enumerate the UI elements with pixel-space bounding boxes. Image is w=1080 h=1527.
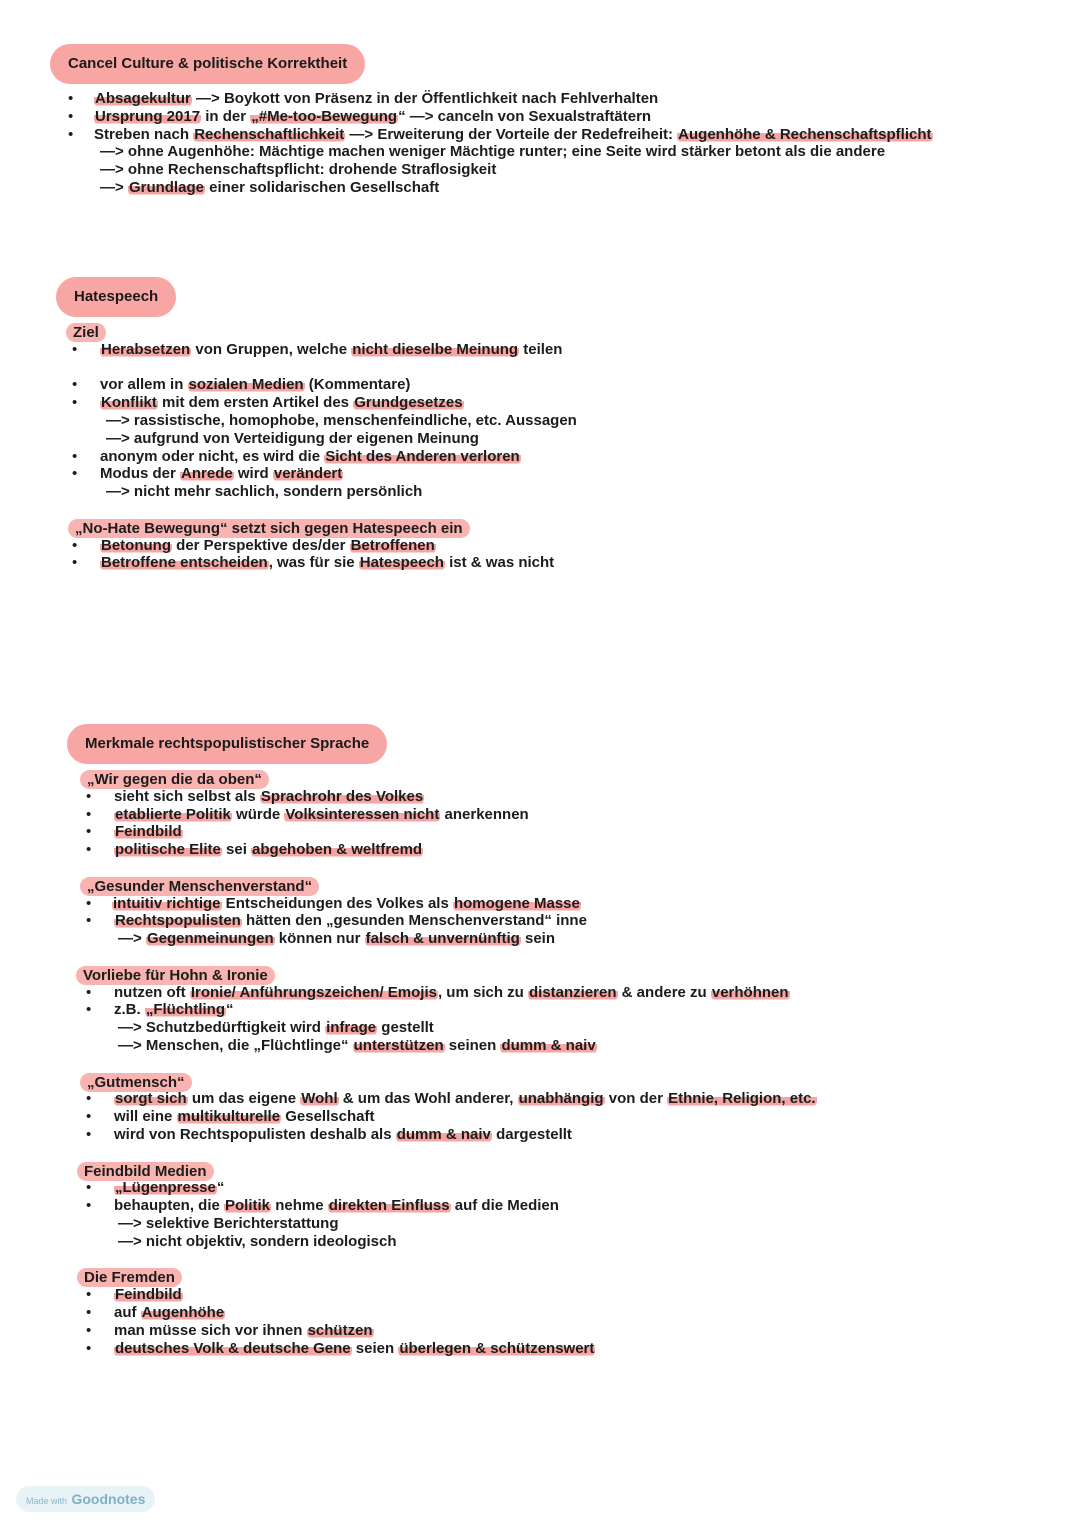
list-item: • vor allem in sozialen Medien (Kommentare) [72, 376, 411, 394]
list-item: • „Lügenpresse“ [86, 1179, 225, 1197]
cancel-culture-list [68, 90, 1068, 197]
subheading-gutmensch: „Gutmensch“ [80, 1073, 1070, 1091]
list-item: • Feindbild [86, 823, 182, 841]
list-subitem: —> rassistische, homophobe, menschenfeindliche, etc. Aussagen [106, 411, 577, 429]
list-subitem: —> Menschen, die „Flüchtlinge“ unterstützen seinen dumm & naiv [118, 1036, 596, 1054]
subheading-wir-gegen: „Wir gegen die da oben“ [80, 770, 1070, 788]
list-item: • Konflikt mit dem ersten Artikel des Grundgesetzes [72, 394, 463, 412]
list-item: • intuitiv richtige Entscheidungen des Volkes als homogene Masse [86, 894, 580, 912]
subheading-feindbild-medien: Feindbild Medien [80, 1162, 1070, 1180]
section-title-merkmale: Merkmale rechtspopulistischer Sprache [67, 724, 387, 764]
list-item: • behaupten, die Politik nehme direkten Einfluss auf die Medien [86, 1197, 559, 1215]
list-item: • wird von Rechtspopulisten deshalb als dumm & naiv dargestellt [86, 1125, 572, 1143]
hatespeech-list [66, 323, 1066, 572]
goodnotes-brand: Goodnotes [71, 1491, 146, 1507]
list-item: • anonym oder nicht, es wird die Sicht des Anderen verloren [72, 447, 520, 465]
subheading-gesunder-menschenverstand: „Gesunder Menschenverstand“ [80, 877, 1070, 895]
list-item: • sorgt sich um das eigene Wohl & um das Wohl anderer, unabhängig von der Ethnie, Religion, etc. [86, 1090, 816, 1108]
list-item: • man müsse sich vor ihnen schützen [86, 1321, 373, 1339]
list-subitem: —> ohne Rechenschaftspflicht: drohende Straflosigkeit [100, 161, 497, 179]
list-item: • Feindbild [86, 1286, 182, 1304]
list-item: • Ursprung 2017 in der „#Me-too-Bewegung“ —> canceln von Sexualstraftätern [68, 107, 652, 125]
subheading-die-fremden: Die Fremden [80, 1268, 1070, 1286]
list-subitem: —> Schutzbedürftigkeit wird infrage gestellt [118, 1019, 434, 1037]
list-item: • Betonung der Perspektive des/der Betroffenen [72, 536, 435, 554]
list-item: • auf Augenhöhe [86, 1303, 225, 1321]
list-item: • politische Elite sei abgehoben & weltfremd [86, 841, 423, 859]
list-item: • Absagekultur —> Boykott von Präsenz in der Öffentlichkeit nach Fehlverhalten [68, 90, 659, 107]
subheading-hohn-ironie: Vorliebe für Hohn & Ironie [80, 966, 1070, 984]
goodnotes-badge[interactable] [16, 1486, 155, 1512]
list-subitem: —> Gegenmeinungen können nur falsch & unvernünftig sein [118, 930, 555, 948]
subheading-ziel: Ziel [66, 323, 1066, 341]
list-item: • Betroffene entscheiden, was für sie Hatespeech ist & was nicht [72, 554, 555, 572]
section-title-hatespeech: Hatespeech [56, 277, 176, 317]
list-item: • etablierte Politik würde Volksinteressen nicht anerkennen [86, 805, 529, 823]
subheading-no-hate: „No-Hate Bewegung“ setzt sich gegen Hatespeech ein [66, 519, 1066, 537]
list-item: • Herabsetzen von Gruppen, welche nicht dieselbe Meinung teilen [72, 340, 563, 358]
list-item: • Modus der Anrede wird verändert [72, 465, 343, 483]
list-subitem: —> nicht mehr sachlich, sondern persönlich [106, 483, 423, 501]
list-subitem: —> Grundlage einer solidarischen Gesellschaft [100, 178, 440, 196]
list-item: • sieht sich selbst als Sprachrohr des Volkes [86, 787, 424, 805]
list-item: • Streben nach Rechenschaftlichkeit —> Erweiterung der Vorteile der Redefreiheit: Augenhöhe & Rechenschaftspflicht [68, 125, 932, 143]
list-subitem: —> nicht objektiv, sondern ideologisch [118, 1232, 397, 1250]
list-item: • nutzen oft Ironie/ Anführungszeichen/ Emojis, um sich zu distanzieren & andere zu verhöhnen [86, 983, 789, 1001]
list-item: • z.B. „Flüchtling“ [86, 1001, 234, 1019]
list-item: • deutsches Volk & deutsche Gene seien überlegen & schützenswert [86, 1339, 595, 1357]
list-item: • Rechtspopulisten hätten den „gesunden Menschenverstand“ inne [86, 912, 587, 930]
list-subitem: —> selektive Berichterstattung [118, 1214, 339, 1232]
merkmale-list [80, 770, 1070, 1357]
section-title-cancel-culture: Cancel Culture & politische Korrektheit [50, 44, 365, 84]
list-subitem: —> aufgrund von Verteidigung der eigenen Meinung [106, 429, 479, 447]
list-item: • will eine multikulturelle Gesellschaft [86, 1108, 375, 1126]
list-subitem: —> ohne Augenhöhe: Mächtige machen weniger Mächtige runter; eine Seite wird stärker betont als die andere [100, 143, 886, 161]
made-with-label: Made with [26, 1496, 68, 1506]
